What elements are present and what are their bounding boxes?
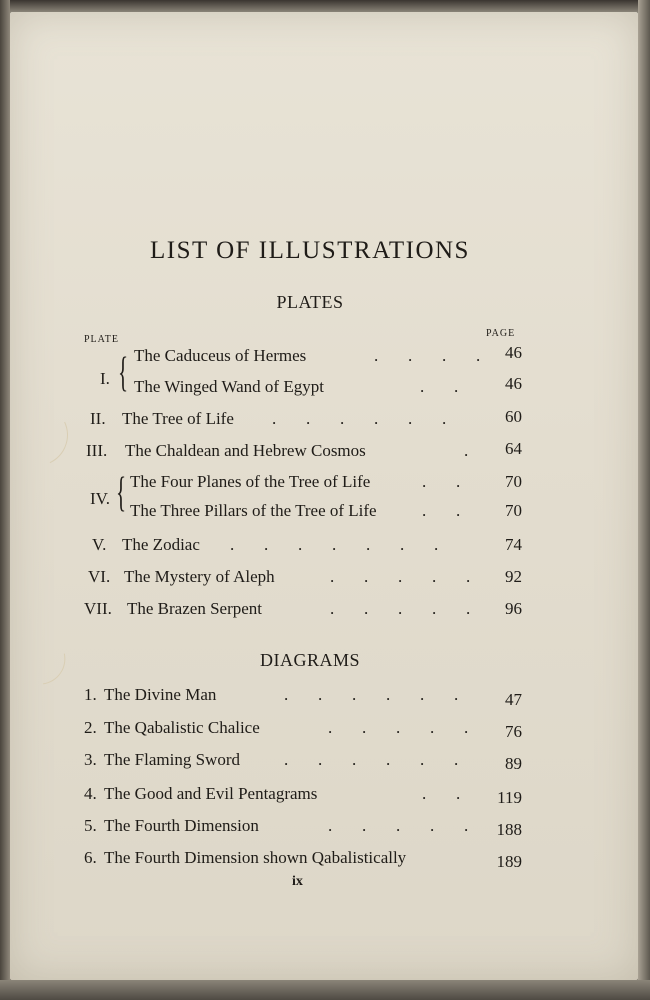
page-number: 76 bbox=[505, 722, 522, 741]
book-left-edge bbox=[0, 0, 10, 1000]
leader-dots: . . bbox=[420, 377, 459, 396]
page-number: 60 bbox=[505, 407, 522, 426]
diagram-number: 5. bbox=[84, 816, 97, 835]
folio-page-number: ix bbox=[292, 874, 303, 889]
brace: { bbox=[118, 350, 129, 396]
leader-dots: . . . . . . bbox=[284, 750, 459, 769]
diagram-title: The Qabalistic Chalice bbox=[104, 718, 260, 737]
leader-dots: . . . . . bbox=[330, 567, 471, 586]
diagram-number: 1. bbox=[84, 685, 97, 704]
plate-number: IV. bbox=[90, 489, 110, 508]
leader-dots: . . . . . . bbox=[284, 685, 459, 704]
book-top-edge bbox=[0, 0, 650, 12]
page-number: 46 bbox=[505, 374, 522, 393]
page-number: 64 bbox=[505, 439, 522, 458]
page-number: 70 bbox=[505, 472, 522, 491]
diagram-number: 2. bbox=[84, 718, 97, 737]
leader-dots: . . . . . bbox=[328, 718, 469, 737]
page-number: 189 bbox=[496, 852, 522, 871]
diagram-title: The Divine Man bbox=[104, 685, 217, 704]
brace: { bbox=[116, 470, 127, 516]
book-page bbox=[10, 12, 638, 980]
diagram-title: The Good and Evil Pentagrams bbox=[104, 784, 318, 803]
page-number: 119 bbox=[497, 788, 522, 807]
page-number: 92 bbox=[505, 567, 522, 586]
plate-title: The Winged Wand of Egypt bbox=[134, 377, 324, 396]
plates-heading: PLATES bbox=[276, 292, 344, 312]
plate-number: VI. bbox=[88, 567, 111, 586]
diagram-number: 6. bbox=[84, 848, 97, 867]
plate-title: The Tree of Life bbox=[122, 409, 234, 428]
diagram-title: The Flaming Sword bbox=[104, 750, 240, 769]
plate-number: II. bbox=[90, 409, 106, 428]
page-number: 188 bbox=[496, 820, 522, 839]
diagram-title: The Fourth Dimension bbox=[104, 816, 259, 835]
plate-number: V. bbox=[92, 535, 107, 554]
leader-dots: . . bbox=[422, 472, 461, 491]
plate-title: The Caduceus of Hermes bbox=[134, 346, 307, 365]
binding-thread bbox=[0, 395, 77, 474]
diagram-number: 4. bbox=[84, 784, 97, 803]
book-bottom-edge bbox=[0, 980, 650, 1000]
plate-title: The Brazen Serpent bbox=[127, 599, 262, 618]
leader-dots: . . bbox=[422, 784, 461, 803]
diagram-title: The Fourth Dimension shown Qabalistically bbox=[104, 848, 407, 867]
leader-dots: . . . . . bbox=[328, 816, 469, 835]
diagrams-heading: DIAGRAMS bbox=[259, 650, 360, 670]
plate-number: VII. bbox=[84, 599, 112, 618]
leader-dots: . . . . . bbox=[330, 599, 471, 618]
leader-dots: . . . . . . . bbox=[230, 535, 439, 554]
leader-dots: . . . . bbox=[374, 346, 481, 365]
plate-column-header: PLATE bbox=[84, 334, 119, 345]
page-number: 70 bbox=[505, 501, 522, 520]
book-right-edge bbox=[638, 0, 650, 1000]
diagram-number: 3. bbox=[84, 750, 97, 769]
plate-title: The Zodiac bbox=[122, 535, 200, 554]
plate-number: III. bbox=[86, 441, 108, 460]
page-number: 47 bbox=[505, 690, 522, 709]
plate-title: The Chaldean and Hebrew Cosmos bbox=[125, 441, 366, 460]
leader-dots: . . . . . . bbox=[272, 409, 447, 428]
page-number: 89 bbox=[505, 754, 522, 773]
plate-number: I. bbox=[100, 369, 110, 388]
page-title: LIST OF ILLUSTRATIONS bbox=[150, 237, 470, 264]
page-column-header: PAGE bbox=[486, 328, 516, 339]
plate-title: The Mystery of Aleph bbox=[124, 567, 275, 586]
page-number: 46 bbox=[505, 343, 522, 362]
plate-title: The Three Pillars of the Tree of Life bbox=[130, 501, 377, 520]
leader-dots: . bbox=[464, 441, 469, 460]
page-number: 96 bbox=[505, 599, 522, 618]
plate-title: The Four Planes of the Tree of Life bbox=[130, 472, 371, 491]
page-number: 74 bbox=[505, 535, 522, 554]
leader-dots: . . bbox=[422, 501, 461, 520]
